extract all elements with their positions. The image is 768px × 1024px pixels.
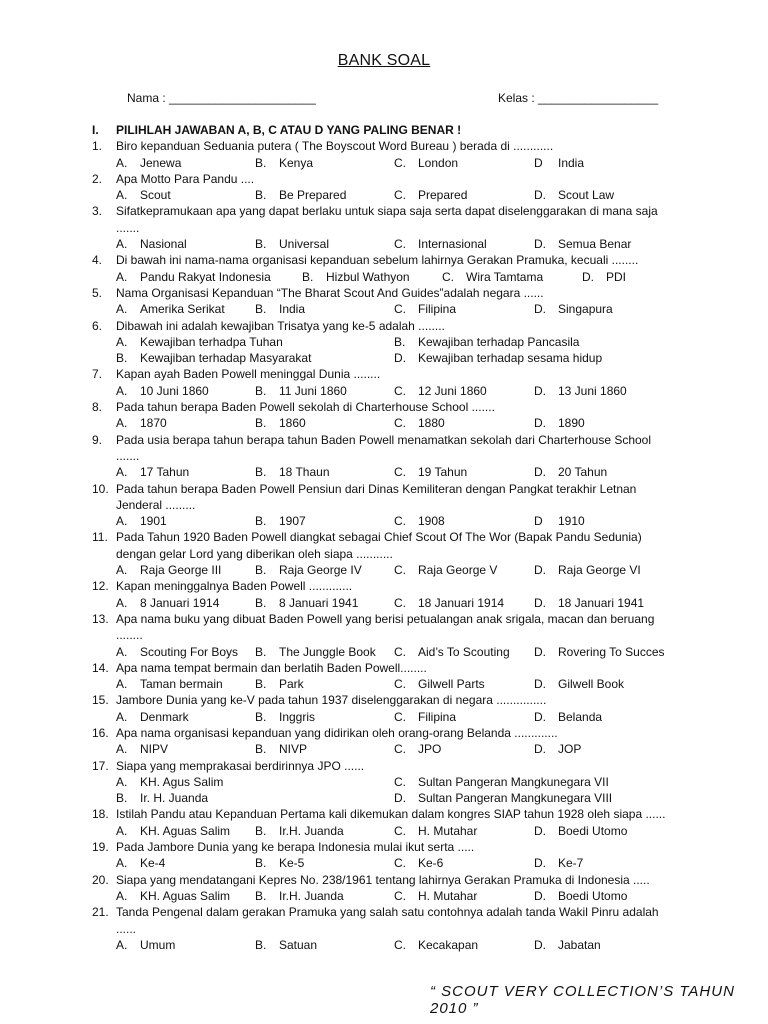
question-number: 10. [92,481,109,496]
option-text: The Junggle Book [279,644,376,659]
option-text: Universal [279,237,330,252]
question-text: Pada tahun berapa Baden Powell Pensiun dari Dinas Kemiliteran dengan Pangkat terakhir Letnan [116,481,637,496]
option-text: Kewajiban terhadpa Tuhan [140,334,283,349]
option-letter: D. [534,823,546,838]
option-letter: B. [255,188,267,203]
option-text: Aid’s To Scouting [418,644,510,659]
option-text: Prepared [418,188,468,203]
question-line [92,481,732,497]
option-text: 1890 [558,416,585,431]
option-text: KH. Agus Salim [140,774,224,789]
option-letter: B. [255,563,267,578]
option-letter: B. [255,856,267,871]
question-line [92,839,732,855]
options-row [92,383,732,399]
option-letter: A. [116,677,128,692]
option-text: Sultan Pangeran Mangkunegara VII [418,774,609,789]
question-line [92,921,732,937]
question-text: Tanda Pengenal dalam gerakan Pramuka yang salah satu contohnya adalah tanda Wakil Pinru adalah [116,905,659,920]
option-text: Boedi Utomo [558,888,628,903]
option-letter: D. [534,302,546,317]
option-text: 18 Januari 1941 [558,595,645,610]
question-line [92,432,732,448]
question-number: 2. [92,171,103,186]
option-letter: B. [302,269,314,284]
option-letter: C. [442,269,454,284]
option-text: Gilwell Book [558,677,625,692]
option-letter: A. [116,416,128,431]
option-letter: C. [394,237,406,252]
option-letter: D. [534,188,546,203]
option-letter: A. [116,823,128,838]
options-row [92,823,732,839]
option-text: Raja George III [140,563,222,578]
question-text: Siapa yang mendatangani Kepres No. 238/1961 tentang lahirnya Gerakan Pramuka di Indonesia ..... [116,872,650,887]
option-text: London [418,155,459,170]
option-letter: C. [394,595,406,610]
question-line [92,171,732,187]
option-text: Pandu Rakyat Indonesia [140,269,271,284]
option-letter: C. [394,823,406,838]
option-letter: B. [116,351,128,366]
options-row [92,774,732,790]
question-line [92,138,732,154]
option-text: 8 Januari 1914 [140,595,220,610]
option-text: Be Prepared [279,188,347,203]
option-letter: C. [394,774,406,789]
instruction-text: PILIHLAH JAWABAN A, B, C ATAU D YANG PALING BENAR ! [116,123,462,137]
question-text: Apa Motto Para Pandu .... [116,171,255,186]
option-text: Belanda [558,709,603,724]
option-letter: C. [394,416,406,431]
options-row [92,937,732,953]
option-text: Ir.H. Juanda [279,823,344,838]
option-letter: C. [394,563,406,578]
option-text: 1860 [279,416,306,431]
option-letter: B. [255,514,267,529]
option-letter: C. [394,383,406,398]
option-letter: D. [534,856,546,871]
option-text: 11 Juni 1860 [279,383,347,398]
option-letter: C. [394,644,406,659]
option-letter: D. [582,269,594,284]
option-letter: D. [534,937,546,952]
option-letter: A. [116,383,128,398]
option-letter: B. [255,383,267,398]
question-number: 4. [92,253,103,268]
option-text: KH. Aguas Salim [140,888,231,903]
option-letter: D. [534,595,546,610]
question-text: Istilah Pandu atau Kepanduan Pertama kali dikemukan dalam kongres SIAP tahun 1928 oleh siapa ...... [116,807,666,822]
option-text: 17 Tahun [140,465,190,480]
option-text: Kewajiban terhadap Masyarakat [140,351,312,366]
question-line [92,872,732,888]
footer-signature: “ SCOUT VERY COLLECTION’S TAHUN 2010 ” [430,983,735,1017]
class-field: Kelas : __________________ [498,91,659,105]
option-letter: B. [255,302,267,317]
question-line [92,660,732,676]
options-row [92,741,732,757]
option-letter: C. [394,188,406,203]
option-letter: A. [116,742,128,757]
option-text: JPO [418,742,442,757]
option-text: Internasional [418,237,487,252]
option-letter: B. [255,742,267,757]
option-text: Filipina [418,709,457,724]
option-text: NIPV [140,742,169,757]
question-text: ...... [116,921,137,936]
option-text: H. Mutahar [418,823,478,838]
option-letter: B. [255,644,267,659]
option-letter: A. [116,514,128,529]
option-text: Jabatan [558,937,601,952]
options-row [92,562,732,578]
question-text: Pada tahun berapa Baden Powell sekolah di Charterhouse School ....... [116,400,495,415]
page-title: BANK SOAL [337,52,431,69]
options-row [92,855,732,871]
option-letter: A. [116,644,128,659]
option-letter: B. [255,677,267,692]
option-letter: A. [116,334,128,349]
option-text: Wira Tamtama [466,269,544,284]
question-line [92,448,732,464]
question-number: 13. [92,611,109,626]
option-letter: A. [116,937,128,952]
question-number: 19. [92,840,109,855]
option-text: Umum [140,937,176,952]
question-line [92,252,732,268]
option-letter: B. [255,709,267,724]
option-text: Scout [140,188,171,203]
option-letter: D. [534,237,546,252]
option-letter: A. [116,888,128,903]
option-letter: D. [394,351,406,366]
question-line [92,203,732,219]
question-number: 17. [92,758,109,773]
question-line [92,578,732,594]
option-text: Ir. H. Juanda [140,791,209,806]
option-text: Taman bermain [140,677,223,692]
options-row [92,709,732,725]
question-line [92,806,732,822]
option-text: Kewajiban terhadap sesama hidup [418,351,603,366]
question-text: Biro kepanduan Seduania putera ( The Boyscout Word Bureau ) berada di ............ [116,139,554,154]
option-letter: D. [534,888,546,903]
option-text: H. Mutahar [418,888,478,903]
question-number: 21. [92,905,109,920]
options-row [92,790,732,806]
question-text: Siapa yang memprakasai berdirinnya JPO ...... [116,758,365,773]
question-number: 14. [92,660,109,675]
question-text: Pada Jambore Dunia yang ke berapa Indonesia mulai ikut serta ..... [116,840,475,855]
option-text: Ir.H. Juanda [279,888,344,903]
option-letter: D. [534,563,546,578]
option-text: JOP [558,742,582,757]
option-text: India [279,302,306,317]
question-line [92,497,732,513]
question-text: Nama Organisasi Kepanduan “The Bharat Scout And Guides”adalah negara ...... [116,285,544,300]
option-text: Scouting For Boys [140,644,239,659]
option-letter: A. [116,269,128,284]
question-line [92,366,732,382]
question-text: Sifatkepramukaan apa yang dapat berlaku untuk siapa saja serta dapat diselenggarakan di mana saja [116,204,658,219]
option-text: Rovering To Succes [558,644,665,659]
question-number: 18. [92,807,109,822]
option-text: NIVP [279,742,308,757]
question-text: Kapan ayah Baden Powell meninggal Dunia ........ [116,367,381,382]
option-text: Denmark [140,709,189,724]
option-text: Jenewa [140,155,182,170]
question-number: 8. [92,400,103,415]
question-number: 15. [92,693,109,708]
options-row [92,236,732,252]
question-line [92,529,732,545]
option-text: 12 Juni 1860 [418,383,487,398]
question-number: 3. [92,204,103,219]
option-text: 1910 [558,514,585,529]
question-line [92,692,732,708]
option-text: 1870 [140,416,167,431]
option-letter: D. [534,416,546,431]
option-letter: D. [394,791,406,806]
option-text: Ke-4 [140,856,166,871]
options-row [92,464,732,480]
option-text: Kecakapan [418,937,479,952]
question-line [92,758,732,774]
option-text: Amerika Serikat [140,302,225,317]
option-text: 13 Juni 1860 [558,383,627,398]
options-row [92,350,732,366]
options-row [92,676,732,692]
question-line [92,904,732,920]
option-letter: B. [255,465,267,480]
option-text: Ke-7 [558,856,584,871]
option-text: 1901 [140,514,167,529]
question-line [92,285,732,301]
option-text: India [558,155,585,170]
option-letter: C. [394,937,406,952]
option-letter: C. [394,742,406,757]
question-text: Apa nama buku yang dibuat Baden Powell yang berisi petualangan anak srigala, macan dan beruang [116,611,655,626]
question-line [92,399,732,415]
question-line [92,627,732,643]
question-text: Dibawah ini adalah kewajiban Trisatya yang ke-5 adalah ........ [116,318,445,333]
option-letter: D. [534,383,546,398]
option-letter: A. [116,237,128,252]
option-letter: B. [255,237,267,252]
option-text: 18 Thaun [279,465,330,480]
option-letter: B. [255,823,267,838]
option-text: 1908 [418,514,445,529]
question-text: Pada usia berapa tahun berapa tahun Baden Powell menamatkan sekolah dari Charterhouse School [116,432,652,447]
option-text: Raja George VI [558,563,641,578]
option-text: PDI [606,269,627,284]
option-letter: C. [394,155,406,170]
option-text: Kewajiban terhadap Pancasila [418,334,580,349]
option-text: 8 Januari 1941 [279,595,359,610]
option-letter: D. [534,465,546,480]
option-text: 19 Tahun [418,465,468,480]
option-text: Ke-5 [279,856,305,871]
question-number: 12. [92,579,109,594]
option-text: Satuan [279,937,318,952]
option-letter: C. [394,709,406,724]
option-letter: D. [534,677,546,692]
option-letter: B. [255,155,267,170]
option-letter: A. [116,595,128,610]
option-text: 20 Tahun [558,465,608,480]
question-text: Jenderal ......... [116,497,196,512]
option-text: Scout Law [558,188,615,203]
question-number: 1. [92,139,103,154]
option-text: KH. Aguas Salim [140,823,231,838]
instruction-number: I. [92,123,99,137]
option-letter: B. [255,416,267,431]
question-text: Jambore Dunia yang ke-V pada tahun 1937 diselenggarakan di negara ............... [116,693,547,708]
option-text: Sultan Pangeran Mangkunegara VIII [418,791,613,806]
question-text: ....... [116,448,140,463]
option-letter: A. [116,856,128,871]
options-row [92,888,732,904]
options-row [92,301,732,317]
option-text: Raja George IV [279,563,362,578]
option-text: Filipina [418,302,457,317]
question-text: dengan gelar Lord yang diberikan oleh siapa ........... [116,546,393,561]
option-text: 1880 [418,416,445,431]
option-letter: B. [255,595,267,610]
options-row [92,595,732,611]
option-letter: A. [116,709,128,724]
option-letter: D. [534,709,546,724]
question-number: 9. [92,432,103,447]
options-row [92,334,732,350]
option-text: Boedi Utomo [558,823,628,838]
question-text: ........ [116,628,143,643]
option-letter: A. [116,563,128,578]
option-text: Singapura [558,302,613,317]
question-text: Apa nama tempat bermain dan berlatih Baden Powell........ [116,660,427,675]
option-text: 18 Januari 1914 [418,595,505,610]
option-letter: B. [255,888,267,903]
option-letter: A. [116,774,128,789]
question-text: Di bawah ini nama-nama organisasi kepanduan sebelum lahirnya Gerakan Pramuka, kecuali ........ [116,253,639,268]
option-text: Kenya [279,155,314,170]
options-row [92,513,732,529]
option-letter: A. [116,302,128,317]
option-letter: D. [534,644,546,659]
option-letter: C. [394,888,406,903]
question-line [92,318,732,334]
question-text: Apa nama organisasi kepanduan yang didirikan oleh orang-orang Belanda ............. [116,725,558,740]
question-number: 20. [92,872,109,887]
question-number: 5. [92,285,103,300]
option-letter: C. [394,514,406,529]
options-row [92,269,732,285]
question-line [92,546,732,562]
options-row [92,415,732,431]
option-letter: B. [255,937,267,952]
option-text: Nasional [140,237,187,252]
option-text: Hizbul Wathyon [326,269,410,284]
option-letter: C. [394,465,406,480]
question-text: Kapan meninggalnya Baden Powell ............. [116,579,353,594]
option-letter: A. [116,188,128,203]
option-text: Semua Benar [558,237,632,252]
option-letter: D [534,155,543,170]
question-number: 7. [92,367,103,382]
option-text: Ke-6 [418,856,444,871]
question-text: ....... [116,220,140,235]
option-text: 1907 [279,514,306,529]
option-letter: D [534,514,543,529]
option-letter: C. [394,856,406,871]
option-text: Raja George V [418,563,498,578]
option-letter: D. [534,742,546,757]
option-letter: C. [394,302,406,317]
question-list [92,138,732,953]
question-number: 11. [92,530,108,545]
option-letter: B. [116,791,128,806]
option-text: Park [279,677,304,692]
option-letter: C. [394,677,406,692]
option-text: Inggris [279,709,316,724]
instruction-line [92,122,732,138]
option-text: 10 Juni 1860 [140,383,209,398]
options-row [92,187,732,203]
question-number: 6. [92,318,103,333]
question-number: 16. [92,725,109,740]
question-line [92,611,732,627]
option-letter: A. [116,465,128,480]
option-letter: A. [116,155,128,170]
options-row [92,155,732,171]
name-field: Nama : ______________________ [127,91,316,105]
question-line [92,220,732,236]
options-row [92,644,732,660]
question-text: Pada Tahun 1920 Baden Powell diangkat sebagai Chief Scout Of The Wor (Bapak Pandu Sedunia) [116,530,642,545]
question-sheet [92,122,732,953]
option-letter: B. [394,334,406,349]
option-text: Gilwell Parts [418,677,485,692]
question-line [92,725,732,741]
